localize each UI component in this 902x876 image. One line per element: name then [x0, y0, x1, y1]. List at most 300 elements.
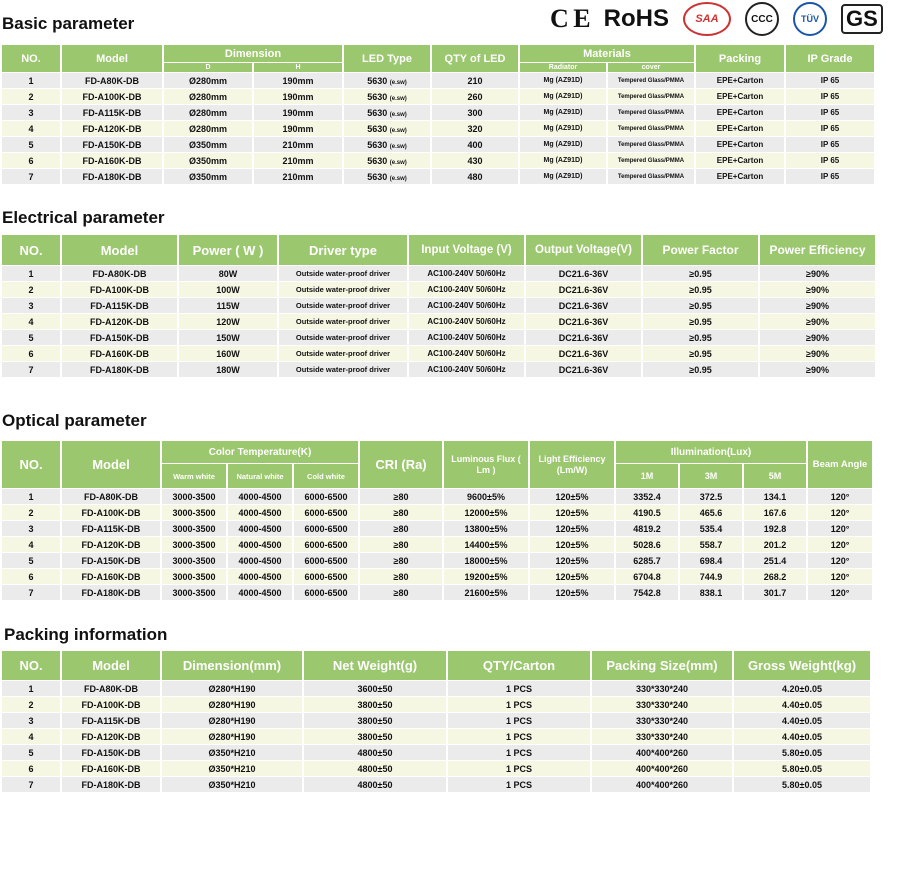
cell-beam: 120° — [808, 569, 872, 584]
cell-cri: ≥80 — [360, 569, 442, 584]
cell-input: AC100-240V 50/60Hz — [409, 362, 524, 377]
cell-model: FD-A115K-DB — [62, 105, 162, 120]
col-led-type: LED Type — [344, 45, 430, 72]
cell-no: 3 — [2, 713, 60, 728]
cell-cold: 6000-6500 — [294, 489, 358, 504]
cell-model: FD-A160K-DB — [62, 153, 162, 168]
cell-5m: 268.2 — [744, 569, 806, 584]
table-row — [2, 569, 872, 584]
table-row — [2, 169, 874, 184]
led-note: (e.sw) — [389, 159, 407, 166]
cell-d: Ø280mm — [164, 121, 252, 136]
col-h: H — [254, 63, 342, 72]
cell-model: FD-A180K-DB — [62, 169, 162, 184]
cell-3m: 558.7 — [680, 537, 742, 552]
cell-no: 2 — [2, 282, 60, 297]
cell-eff: ≥90% — [760, 282, 875, 297]
cell-h: 190mm — [254, 73, 342, 88]
cell-beam: 120° — [808, 489, 872, 504]
cell-size: 400*400*260 — [592, 777, 732, 792]
cell-model: FD-A150K-DB — [62, 330, 177, 345]
cell-qty: 300 — [432, 105, 518, 120]
basic-parameter-table — [0, 44, 876, 185]
cell-no: 6 — [2, 153, 60, 168]
cell-gross: 5.80±0.05 — [734, 777, 870, 792]
cell-net: 4800±50 — [304, 777, 446, 792]
cell-cover: Tempered Glass/PMMA — [608, 169, 694, 184]
cell-led — [344, 73, 430, 88]
col-3m: 3M — [680, 464, 742, 488]
cell-no: 4 — [2, 121, 60, 136]
cell-model: FD-A180K-DB — [62, 585, 160, 600]
table-row — [2, 89, 874, 104]
cell-pf: ≥0.95 — [643, 282, 758, 297]
cell-radiator: Mg (AZ91D) — [520, 153, 606, 168]
cell-power: 160W — [179, 346, 277, 361]
cell-output: DC21.6-36V — [526, 314, 641, 329]
col-pf: Power Factor — [643, 235, 758, 265]
cell-natural: 4000-4500 — [228, 521, 292, 536]
col-power: Power ( W ) — [179, 235, 277, 265]
cell-radiator: Mg (AZ91D) — [520, 137, 606, 152]
cell-cover: Tempered Glass/PMMA — [608, 105, 694, 120]
led-note: (e.sw) — [389, 143, 407, 150]
cell-1m: 6285.7 — [616, 553, 678, 568]
table-row — [2, 761, 870, 776]
cell-model: FD-A180K-DB — [62, 777, 160, 792]
col-no: NO. — [2, 235, 60, 265]
cell-warm: 3000-3500 — [162, 505, 226, 520]
cell-input: AC100-240V 50/60Hz — [409, 266, 524, 281]
cell-packing: EPE+Carton — [696, 105, 784, 120]
cell-no: 7 — [2, 777, 60, 792]
cell-qty: 210 — [432, 73, 518, 88]
cell-d: Ø280mm — [164, 73, 252, 88]
col-1m: 1M — [616, 464, 678, 488]
cell-flux: 18000±5% — [444, 553, 528, 568]
cell-power: 120W — [179, 314, 277, 329]
cell-eff: ≥90% — [760, 362, 875, 377]
cell-3m: 744.9 — [680, 569, 742, 584]
col-illumination: Illumination(Lux) — [616, 441, 806, 463]
cell-model: FD-A180K-DB — [62, 362, 177, 377]
col-no: NO. — [2, 45, 60, 72]
led-note: (e.sw) — [389, 95, 407, 102]
cell-no: 1 — [2, 489, 60, 504]
cell-qty: 430 — [432, 153, 518, 168]
cell-flux: 9600±5% — [444, 489, 528, 504]
cell-h: 210mm — [254, 153, 342, 168]
cell-dimension: Ø280*H190 — [162, 681, 302, 696]
col-dimension: Dimension — [164, 45, 342, 62]
cell-pf: ≥0.95 — [643, 266, 758, 281]
cell-no: 4 — [2, 314, 60, 329]
led-note: (e.sw) — [389, 127, 407, 134]
cell-no: 1 — [2, 266, 60, 281]
col-ip: IP Grade — [786, 45, 874, 72]
ccc-logo: CCC — [745, 2, 779, 36]
cell-3m: 465.6 — [680, 505, 742, 520]
col-input: Input Voltage (V) — [409, 235, 524, 265]
basic-parameter-title: Basic parameter — [2, 14, 135, 33]
cell-model: FD-A80K-DB — [62, 266, 177, 281]
cell-model: FD-A100K-DB — [62, 89, 162, 104]
cell-gross: 5.80±0.05 — [734, 745, 870, 760]
cell-qty: 400 — [432, 137, 518, 152]
cell-output: DC21.6-36V — [526, 282, 641, 297]
cell-gross: 4.40±0.05 — [734, 713, 870, 728]
cell-qty: 1 PCS — [448, 697, 590, 712]
cell-eff: ≥90% — [760, 266, 875, 281]
cell-no: 1 — [2, 681, 60, 696]
cell-driver: Outside water-proof driver — [279, 266, 407, 281]
cell-net: 3800±50 — [304, 697, 446, 712]
col-beam: Beam Angle — [808, 441, 872, 488]
cell-packing: EPE+Carton — [696, 89, 784, 104]
cell-pf: ≥0.95 — [643, 346, 758, 361]
cell-dimension: Ø280*H190 — [162, 729, 302, 744]
cell-model: FD-A80K-DB — [62, 73, 162, 88]
cell-no: 3 — [2, 298, 60, 313]
cell-h: 190mm — [254, 105, 342, 120]
cell-dimension: Ø280*H190 — [162, 713, 302, 728]
cell-ip: IP 65 — [786, 169, 874, 184]
col-gross-weight: Gross Weight(kg) — [734, 651, 870, 680]
col-no: NO. — [2, 651, 60, 680]
cell-ip: IP 65 — [786, 105, 874, 120]
cell-qty: 1 PCS — [448, 729, 590, 744]
cell-beam: 120° — [808, 585, 872, 600]
cell-5m: 201.2 — [744, 537, 806, 552]
cell-h: 190mm — [254, 89, 342, 104]
cell-eff: ≥90% — [760, 298, 875, 313]
cell-1m: 7542.8 — [616, 585, 678, 600]
cell-no: 3 — [2, 105, 60, 120]
table-row — [2, 553, 872, 568]
cell-no: 4 — [2, 729, 60, 744]
cell-gross: 4.40±0.05 — [734, 729, 870, 744]
cell-no: 7 — [2, 585, 60, 600]
cell-gross: 4.20±0.05 — [734, 681, 870, 696]
cell-model: FD-A100K-DB — [62, 282, 177, 297]
cell-input: AC100-240V 50/60Hz — [409, 330, 524, 345]
cell-size: 330*330*240 — [592, 681, 732, 696]
table-row — [2, 73, 874, 88]
cell-cold: 6000-6500 — [294, 505, 358, 520]
cell-net: 4800±50 — [304, 761, 446, 776]
col-output: Output Voltage(V) — [526, 235, 641, 265]
cell-model: FD-A150K-DB — [62, 745, 160, 760]
cell-1m: 6704.8 — [616, 569, 678, 584]
cell-ip: IP 65 — [786, 89, 874, 104]
cell-size: 400*400*260 — [592, 761, 732, 776]
cell-no: 5 — [2, 553, 60, 568]
cell-model: FD-A120K-DB — [62, 314, 177, 329]
led-note: (e.sw) — [389, 111, 407, 118]
table-row — [2, 330, 875, 345]
cell-gross: 4.40±0.05 — [734, 697, 870, 712]
cell-h: 210mm — [254, 137, 342, 152]
cell-model: FD-A80K-DB — [62, 489, 160, 504]
cell-qty: 320 — [432, 121, 518, 136]
cell-eff: 120±5% — [530, 569, 614, 584]
cell-input: AC100-240V 50/60Hz — [409, 282, 524, 297]
cell-size: 330*330*240 — [592, 713, 732, 728]
led-note: (e.sw) — [389, 79, 407, 86]
table-row — [2, 713, 870, 728]
cell-ip: IP 65 — [786, 137, 874, 152]
cell-gross: 5.80±0.05 — [734, 761, 870, 776]
cell-no: 2 — [2, 505, 60, 520]
saa-logo: SAA — [683, 2, 731, 36]
cell-beam: 120° — [808, 537, 872, 552]
cell-net: 3800±50 — [304, 713, 446, 728]
cell-cold: 6000-6500 — [294, 537, 358, 552]
cell-dimension: Ø350*H210 — [162, 777, 302, 792]
col-dimension: Dimension(mm) — [162, 651, 302, 680]
col-net-weight: Net Weight(g) — [304, 651, 446, 680]
cell-model: FD-A115K-DB — [62, 298, 177, 313]
cell-led — [344, 105, 430, 120]
cell-flux: 13800±5% — [444, 521, 528, 536]
cell-model: FD-A160K-DB — [62, 569, 160, 584]
cell-model: FD-A120K-DB — [62, 537, 160, 552]
cell-pf: ≥0.95 — [643, 298, 758, 313]
cell-radiator: Mg (AZ91D) — [520, 121, 606, 136]
table-row — [2, 298, 875, 313]
cell-model: FD-A100K-DB — [62, 697, 160, 712]
cell-warm: 3000-3500 — [162, 489, 226, 504]
table-row — [2, 697, 870, 712]
cell-cover: Tempered Glass/PMMA — [608, 137, 694, 152]
cell-d: Ø350mm — [164, 137, 252, 152]
cell-eff: ≥90% — [760, 346, 875, 361]
col-d: D — [164, 63, 252, 72]
cell-cri: ≥80 — [360, 505, 442, 520]
cell-led — [344, 137, 430, 152]
table-row — [2, 362, 875, 377]
cell-eff: 120±5% — [530, 553, 614, 568]
cell-model: FD-A120K-DB — [62, 121, 162, 136]
table-row — [2, 777, 870, 792]
cell-flux: 19200±5% — [444, 569, 528, 584]
cell-qty: 1 PCS — [448, 713, 590, 728]
table-row — [2, 537, 872, 552]
cell-net: 3800±50 — [304, 729, 446, 744]
cell-model: FD-A115K-DB — [62, 521, 160, 536]
col-qty-carton: QTY/Carton — [448, 651, 590, 680]
cell-power: 180W — [179, 362, 277, 377]
electrical-parameter-title: Electrical parameter — [2, 208, 165, 227]
led-note: (e.sw) — [389, 175, 407, 182]
cell-warm: 3000-3500 — [162, 569, 226, 584]
led-value: 5630 — [367, 171, 388, 182]
certification-logos — [550, 2, 883, 36]
cell-cover: Tempered Glass/PMMA — [608, 89, 694, 104]
cell-ip: IP 65 — [786, 121, 874, 136]
cell-natural: 4000-4500 — [228, 537, 292, 552]
cell-5m: 134.1 — [744, 489, 806, 504]
cell-cold: 6000-6500 — [294, 521, 358, 536]
cell-eff: 120±5% — [530, 521, 614, 536]
table-row — [2, 505, 872, 520]
cell-qty: 1 PCS — [448, 761, 590, 776]
table-row — [2, 314, 875, 329]
col-efficiency: Light Efficiency (Lm/W) — [530, 441, 614, 488]
cell-packing: EPE+Carton — [696, 153, 784, 168]
cell-eff: 120±5% — [530, 585, 614, 600]
cell-flux: 21600±5% — [444, 585, 528, 600]
table-row — [2, 521, 872, 536]
cell-output: DC21.6-36V — [526, 298, 641, 313]
cell-cri: ≥80 — [360, 553, 442, 568]
cell-driver: Outside water-proof driver — [279, 330, 407, 345]
cell-size: 400*400*260 — [592, 745, 732, 760]
col-model: Model — [62, 441, 160, 488]
table-row — [2, 729, 870, 744]
cell-model: FD-A115K-DB — [62, 713, 160, 728]
cell-no: 5 — [2, 745, 60, 760]
cell-pf: ≥0.95 — [643, 314, 758, 329]
cell-cover: Tempered Glass/PMMA — [608, 73, 694, 88]
cell-cri: ≥80 — [360, 537, 442, 552]
cell-eff: 120±5% — [530, 505, 614, 520]
cell-natural: 4000-4500 — [228, 505, 292, 520]
cell-radiator: Mg (AZ91D) — [520, 73, 606, 88]
tuv-logo: TÜV — [793, 2, 827, 36]
cell-driver: Outside water-proof driver — [279, 298, 407, 313]
col-model: Model — [62, 45, 162, 72]
cell-model: FD-A150K-DB — [62, 137, 162, 152]
cell-cold: 6000-6500 — [294, 553, 358, 568]
col-driver: Driver type — [279, 235, 407, 265]
cell-ip: IP 65 — [786, 153, 874, 168]
cell-pf: ≥0.95 — [643, 362, 758, 377]
cell-no: 2 — [2, 697, 60, 712]
col-cri: CRI (Ra) — [360, 441, 442, 488]
table-row — [2, 489, 872, 504]
col-cold: Cold white — [294, 464, 358, 488]
cell-no: 5 — [2, 330, 60, 345]
cell-h: 190mm — [254, 121, 342, 136]
cell-qty: 260 — [432, 89, 518, 104]
electrical-parameter-table — [0, 234, 877, 378]
led-value: 5630 — [367, 123, 388, 134]
cell-cri: ≥80 — [360, 489, 442, 504]
cell-dimension: Ø350*H210 — [162, 761, 302, 776]
cell-model: FD-A160K-DB — [62, 761, 160, 776]
cell-no: 3 — [2, 521, 60, 536]
cell-warm: 3000-3500 — [162, 537, 226, 552]
cell-no: 4 — [2, 537, 60, 552]
cell-output: DC21.6-36V — [526, 346, 641, 361]
cell-output: DC21.6-36V — [526, 362, 641, 377]
cell-input: AC100-240V 50/60Hz — [409, 346, 524, 361]
col-model: Model — [62, 651, 160, 680]
optical-parameter-table — [0, 440, 874, 601]
table-row — [2, 282, 875, 297]
cell-dimension: Ø350*H210 — [162, 745, 302, 760]
cell-no: 1 — [2, 73, 60, 88]
cell-driver: Outside water-proof driver — [279, 362, 407, 377]
cell-led — [344, 121, 430, 136]
cell-qty: 1 PCS — [448, 745, 590, 760]
table-row — [2, 137, 874, 152]
table-row — [2, 346, 875, 361]
cell-natural: 4000-4500 — [228, 489, 292, 504]
cell-packing: EPE+Carton — [696, 169, 784, 184]
cell-flux: 12000±5% — [444, 505, 528, 520]
cell-natural: 4000-4500 — [228, 553, 292, 568]
col-warm: Warm white — [162, 464, 226, 488]
cell-flux: 14400±5% — [444, 537, 528, 552]
cell-no: 6 — [2, 761, 60, 776]
optical-parameter-title: Optical parameter — [2, 411, 147, 430]
col-5m: 5M — [744, 464, 806, 488]
cell-qty: 1 PCS — [448, 681, 590, 696]
col-radiator: Radiator — [520, 63, 606, 72]
cell-1m: 4819.2 — [616, 521, 678, 536]
cell-driver: Outside water-proof driver — [279, 314, 407, 329]
cell-natural: 4000-4500 — [228, 569, 292, 584]
cell-model: FD-A150K-DB — [62, 553, 160, 568]
cell-power: 80W — [179, 266, 277, 281]
table-row — [2, 121, 874, 136]
cell-3m: 535.4 — [680, 521, 742, 536]
cell-cover: Tempered Glass/PMMA — [608, 153, 694, 168]
cell-no: 7 — [2, 169, 60, 184]
cell-model: FD-A120K-DB — [62, 729, 160, 744]
cell-cold: 6000-6500 — [294, 569, 358, 584]
cell-no: 6 — [2, 346, 60, 361]
cell-led — [344, 89, 430, 104]
cell-d: Ø350mm — [164, 169, 252, 184]
col-natural: Natural white — [228, 464, 292, 488]
col-qty-led: QTY of LED — [432, 45, 518, 72]
cell-no: 5 — [2, 137, 60, 152]
cell-power: 100W — [179, 282, 277, 297]
cell-cri: ≥80 — [360, 521, 442, 536]
rohs-logo: RoHS — [603, 5, 669, 32]
cell-eff: 120±5% — [530, 537, 614, 552]
cell-h: 210mm — [254, 169, 342, 184]
cell-beam: 120° — [808, 505, 872, 520]
cell-input: AC100-240V 50/60Hz — [409, 298, 524, 313]
cell-eff: ≥90% — [760, 330, 875, 345]
cell-input: AC100-240V 50/60Hz — [409, 314, 524, 329]
cell-warm: 3000-3500 — [162, 521, 226, 536]
cell-power: 115W — [179, 298, 277, 313]
cell-output: DC21.6-36V — [526, 266, 641, 281]
col-efficiency: Power Efficiency — [760, 235, 875, 265]
cell-qty: 480 — [432, 169, 518, 184]
col-flux: Luminous Flux ( Lm ) — [444, 441, 528, 488]
col-packing: Packing — [696, 45, 784, 72]
cell-model: FD-A80K-DB — [62, 681, 160, 696]
cell-5m: 251.4 — [744, 553, 806, 568]
cell-beam: 120° — [808, 553, 872, 568]
cell-3m: 372.5 — [680, 489, 742, 504]
table-row — [2, 153, 874, 168]
cell-eff: ≥90% — [760, 314, 875, 329]
cell-1m: 4190.5 — [616, 505, 678, 520]
led-value: 5630 — [367, 107, 388, 118]
cell-model: FD-A100K-DB — [62, 505, 160, 520]
cell-5m: 167.6 — [744, 505, 806, 520]
cell-net: 3600±50 — [304, 681, 446, 696]
packing-information-title: Packing information — [4, 625, 168, 644]
packing-information-table — [0, 650, 872, 793]
